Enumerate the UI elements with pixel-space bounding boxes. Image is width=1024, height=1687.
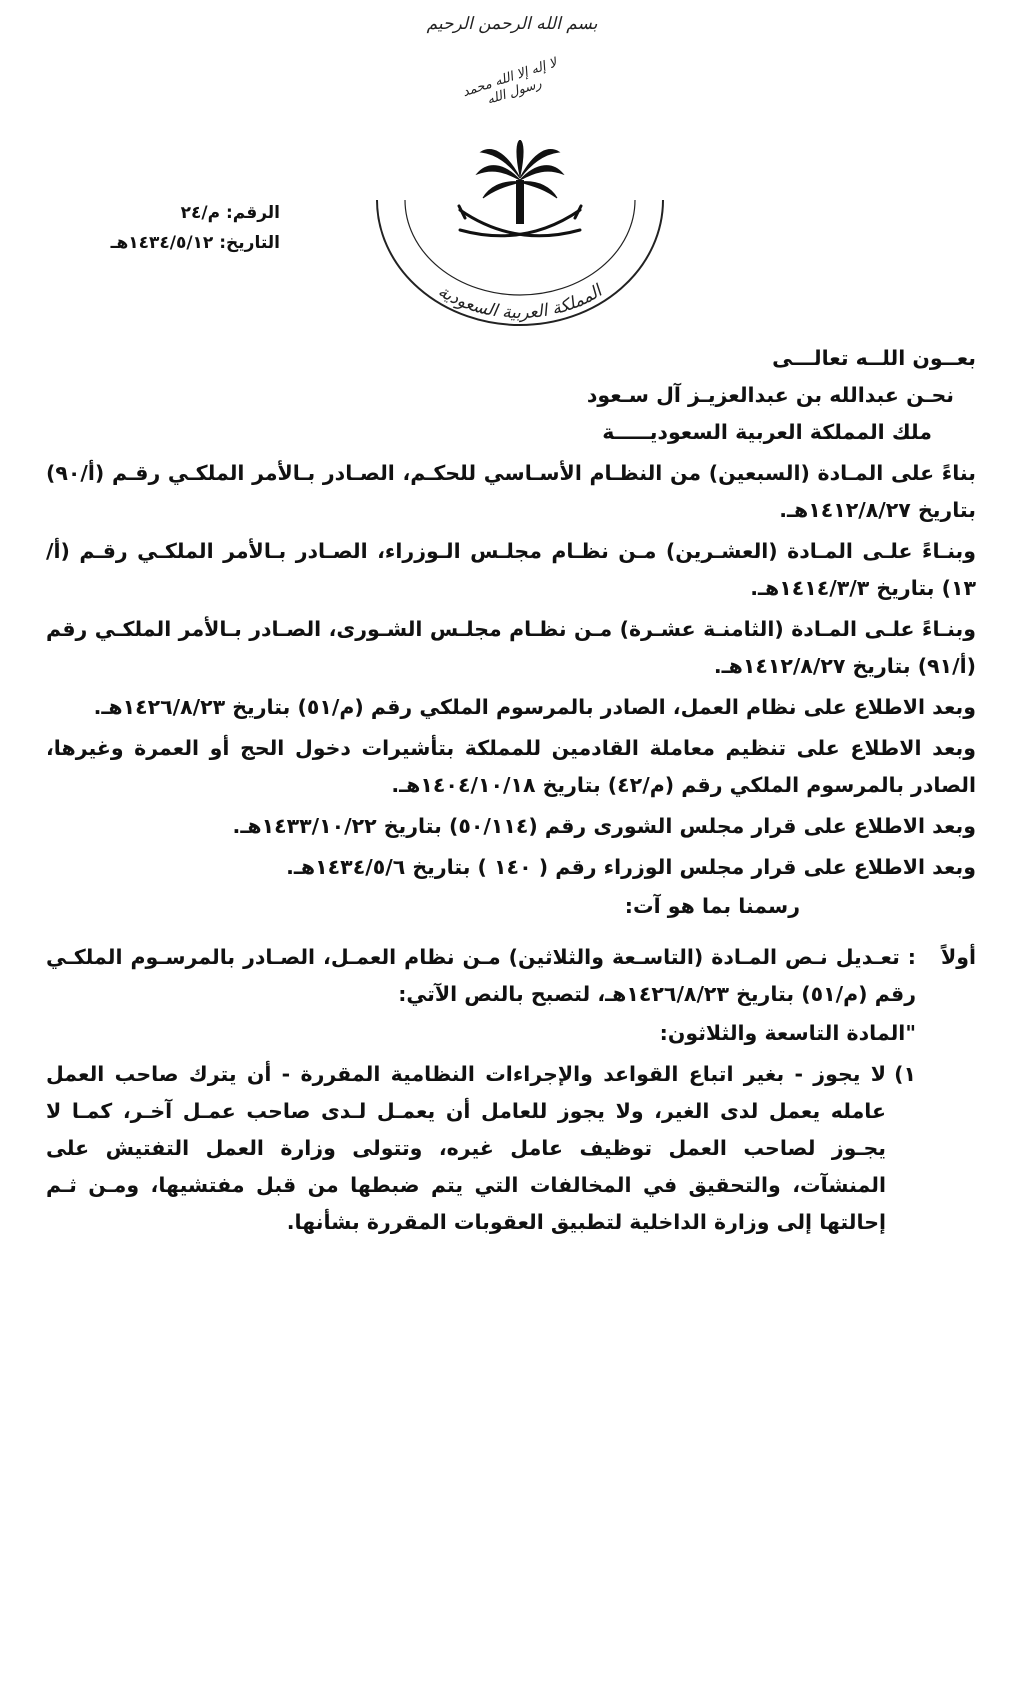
item-text: : تعـديل نـص المـادة (التاسـعة والثلاثين) مـن نظام العمـل، الصـادر بالمرسـوم الملكـي رقم (م/٥١) بتاريخ ١٤٢٦/٨/٢٣هـ، لتصبح بالنص الآتي: [46,945,916,1006]
decree-formula: رسمنا بما هو آت: [624,894,800,918]
basmala-heading: بسم الله الرحمن الرحيم [426,14,598,34]
decree-date-row [40,228,280,258]
saudi-emblem-logo [375,140,665,330]
preamble-paragraph: وبنـاءً علـى المـادة (العشـرين) مـن نظـام مجلـس الـوزراء، الصـادر بـالأمر الملكـي رقـم (أ/١٣) بتاريخ ١٤١٤/٣/٣هـ. [46,539,976,600]
clause-text: لا يجوز - بغير اتباع القواعد والإجراءات النظامية المقررة - أن يترك صاحب العمل عامله يعمل لدى الغير، ولا يجوز للعامل أن يعمـل لـدى صاحب عمـل آخـر، كمـا لا يجـوز لصاحب العمل توظيف عامل غيره، وتتولى وزارة العمل التفتيش على المنشآت، والتحقيق في المخالفات التي يتم ضبطها من قبل مفتشيها، ومـن ثـم إحالتها إلى وزارة الداخلية لتطبيق العقوبات المقررة بشأنها. [46,1062,886,1234]
item-body [46,939,916,1241]
item-number: أولاً [940,945,976,969]
preamble-paragraph: وبعد الاطلاع على نظام العمل، الصادر بالمرسوم الملكي رقم (م/٥١) بتاريخ ١٤٢٦/٨/٢٣هـ. [93,695,976,719]
preamble-paragraph: وبعد الاطلاع على تنظيم معاملة القادمين للمملكة بتأشيرات دخول الحج أو العمرة وغيرها، الصادر بالمرسوم الملكي رقم (م/٤٢) بتاريخ ١٤٠٤/١٠/١٨هـ. [46,736,976,797]
decree-date-value: ١٤٣٤/٥/١٢هـ [110,233,214,253]
decree-body [46,340,976,1241]
clause-number: ١) [894,1062,916,1086]
preamble-paragraph: بناءً على المـادة (السبعين) من النظـام الأسـاسي للحكـم، الصـادر بـالأمر الملكـي رقـم (أ/٩٠) بتاريخ ١٤١٢/٨/٢٧هـ. [46,461,976,522]
opening-line-3: ملك المملكة العربية السعوديـــــة [602,420,932,444]
palm-tree-icon [477,140,563,224]
shahada-calligraphy: لا إله إلا الله محمد رسول الله [460,55,559,108]
article-clause [46,1056,916,1241]
decree-date-label: التاريخ: [219,233,280,253]
decree-item-first [46,939,976,1241]
opening-line-1: بعــون اللــه تعالـــى [772,346,976,370]
preamble-paragraph: وبعد الاطلاع على قرار مجلس الوزراء رقم ( ١٤٠ ) بتاريخ ١٤٣٤/٥/٦هـ. [286,855,976,879]
opening-line-2: نحـن عبدالله بن عبدالعزيـز آل سـعود [586,383,954,407]
article-title: "المادة التاسعة والثلاثون: [659,1021,916,1045]
decree-number-value: م/٢٤ [180,203,221,223]
emblem-text: المملكة العربية السعودية [434,281,606,324]
preamble-paragraph: وبعد الاطلاع على قرار مجلس الشورى رقم (٥٠/١١٤) بتاريخ ١٤٣٣/١٠/٢٢هـ. [232,814,976,838]
decree-number-row [40,198,280,228]
reference-block [40,198,280,258]
preamble-paragraph: وبنـاءً علـى المـادة (الثامنـة عشـرة) مـن نظـام مجلـس الشـورى، الصـادر بـالأمر الملكـي رقم (أ/٩١) بتاريخ ١٤١٢/٨/٢٧هـ. [46,617,976,678]
decree-number-label: الرقم: [225,203,280,223]
